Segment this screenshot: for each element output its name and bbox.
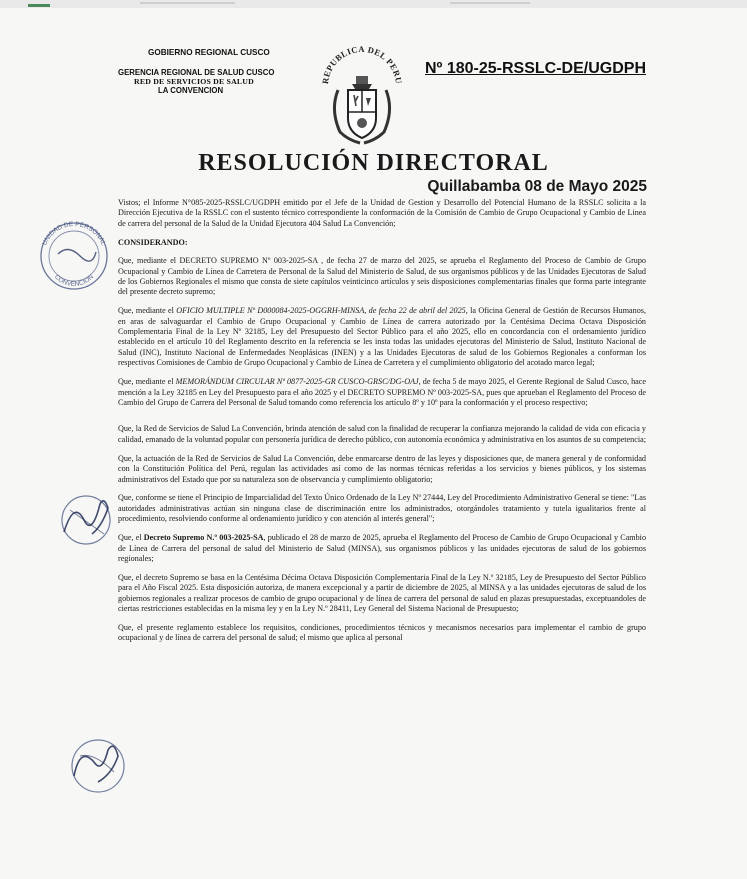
paragraph-7 xyxy=(118,533,646,564)
paragraph-9: Que, el presente reglamento establece los requisitos, condiciones, procedimientos técnicos y mecanismos necesarios para implementar el cambio de grupo ocupacional y de línea de carrera del personal de salud; el mismo que aplica al personal xyxy=(118,623,646,643)
p7-lead: Que, el xyxy=(118,533,144,543)
header-gerencia: GERENCIA REGIONAL DE SALUD CUSCO xyxy=(118,68,275,77)
p2-lead: Que, mediante el xyxy=(118,306,177,316)
p2-reference: OFICIO MULTIPLE Nº D000084-2025-OGGRH-MINSA, de fecha 22 de abril del 2025, xyxy=(176,306,468,316)
document-title: RESOLUCIÓN DIRECTORAL xyxy=(198,150,549,176)
seal-text: REPUBLICA DEL PERU xyxy=(319,43,405,85)
p2-rest: la Oficina General de Gestión de Recursos Humanos, en aras de salvaguardar el Cambio de Grupo Ocupacional y Cambio de Línea de carrera autorizado por la Centésima Decima Octava Disposición Complementaria Final de la Ley Nº 32185, Ley del Presupuesto del Sector Público para el año 2025, ello en concordancia con el ordenamiento jurídico establecido en el artículo 10 del Reglamento descrito en la referencia se les insta todas las unidades ejecutoras del Ministerio de Salud, Instituto Nacional de Salud (INC), Instituto Nacional de Enfermedades Neoplásicas (INEN) y a las Unidades Ejecutoras de salud de los Gobiernos Regionales a conforman los respectivos Comisiones de Cambio de Grupo Ocupacional y Cambio de Línea de Carretera y el cumplimiento obligatorio del acotado marco legal; xyxy=(118,306,646,368)
signature-stamp-2 xyxy=(60,732,132,800)
p3-reference: MEMORÁNDUM CIRCULAR Nº 0877-2025-GR CUSCO-GRSC/DG-OAJ, xyxy=(175,377,421,387)
signature-stamp xyxy=(52,490,124,550)
coat-of-arms-seal xyxy=(318,40,406,150)
considerando-heading: CONSIDERANDO: xyxy=(118,237,188,247)
paragraph-1: Que, mediante el DECRETO SUPREMO Nº 003-2025-SA , de fecha 27 de marzo del 2025, se aprueba el Reglamento del Proceso de Cambio de Grupo Ocupacional y Cambio de Línea de Carretera de Personal de la Salud del Ministerio de Salud, de sus organismos públicos y de las Unidades Ejecutoras de Salud de los Gobiernos Regionales el mismo que consta de siete capítulos veinticinco artículos y seis disposiciones complementarias finales que forma parte integrante del presente decreto supremo; xyxy=(118,256,646,297)
header-convencion: LA CONVENCION xyxy=(158,86,224,95)
round-stamp xyxy=(28,214,120,294)
p3-lead: Que, mediante el xyxy=(118,377,176,387)
paragraph-2 xyxy=(118,306,646,368)
top-edge xyxy=(0,0,747,8)
p7-reference: Decreto Supremo N.º 003-2025-SA xyxy=(143,533,264,543)
p7-rest: , publicado el 28 de marzo de 2025, aprueba el Reglamento del Proceso de Cambio de Grupo Ocupacional y Cambio de Línea de Carrera del personal de salud del Ministerio de Salud (MINSA), sus organismos públicos y las unidades ejecutoras de salud de los gobiernos regionales; xyxy=(118,533,647,563)
resolution-number: Nº 180-25-RSSLC-DE/UGDPH xyxy=(425,60,646,77)
paragraph-3 xyxy=(118,377,646,408)
place-date: Quillabamba 08 de Mayo 2025 xyxy=(427,178,647,195)
paragraph-5: Que, la actuación de la Red de Servicios de Salud La Convención, debe enmarcarse dentro de las leyes y disposiciones que, de manera general y de conformidad con la Constitución Política del Perú, regulan las actividades así como de las normas técnicas referidas a los servicios y bienes públicos, y los sistemas administrativos del Estado que por su naturaleza son de observancia y cumplimiento obligatorio; xyxy=(118,453,646,484)
p3-rest: de fecha 5 de mayo 2025, el Gerente Regional de Salud Cusco, hace mención a la Ley 32185 en Ley del Presupuesto para el año 2025 y el DECRETO SUPREMO Nº 003-2025-SA, pues que aprueban el Reglamento del Proceso de Cambio del Grupo de Carrera del Personal de Salud tomando como referencia los artículo 8º y 10º para la conformación y el proceso respectivo; xyxy=(118,377,646,407)
svg-text:UNIDAD DE PERSONAL xyxy=(41,221,107,247)
document-body xyxy=(118,198,646,652)
paragraph-4: Que, la Red de Servicios de Salud La Convención, brinda atención de salud con la finalidad de recuperar la confianza mejorando la calidad de vida con eficacia y calidad, emanado de la voluntad popular con personería jurídica de derecho público, con autonomía económica y administrativa en los asuntos de su competencia; xyxy=(118,424,646,444)
header-gobierno: GOBIERNO REGIONAL CUSCO xyxy=(148,48,270,57)
stamp-bottom-text: CONVENCION xyxy=(52,273,96,289)
paragraph-6: Que, conforme se tiene el Principio de Imparcialidad del Texto Único Ordenado de la Ley Nº 27444, Ley del Procedimiento Administrativo General se tiene: "Las autoridades administrativas actúan sin ninguna clase de discriminación entre los administrados, otorgándoles tratamiento y tutela igualitarios frente al procedimiento, resolviendo conforme al ordenamiento jurídico y con atención al interés general"; xyxy=(118,493,646,524)
header-red: RED DE SERVICIOS DE SALUD xyxy=(134,77,254,86)
stamp-top-text: UNIDAD DE PERSONAL xyxy=(41,220,107,247)
paragraph-8: Que, el decreto Supremo se basa en la Centésima Décima Octava Disposición Complementaria Final de la Ley N.º 32185, Ley de Presupuesto del Sector Público para el Año Fiscal 2025. Esta disposición autoriza, de manera excepcional y a partir de diciembre de 2025, al MINSA y a las unidades ejecutoras de salud de los gobiernos regionales a realizar procesos de cambio de grupo ocupacional y de línea de carrera del personal de salud en plazas presupuestadas, exceptuandoles de ciertas restricciones establecidas en la misma ley y en la Ley N.º 28411, Ley General del Sistema Nacional de Presupuesto; xyxy=(118,572,646,614)
vistos-paragraph: Vistos; el Informe N°085-2025-RSSLC/UGDPH emitido por el Jefe de la Unidad de Gestion y Desarrollo del Potencial Humano de la RSSLC solicita a la Dirección Ejecutiva de la RSSLC con el sustento técnico correspondiente la conformación de la Comisión de Cambio de Grupo Ocupacional y Cambio de Linea de carrera del personal de la Salud de la Unidad Ejecutora 404 Salud La Convención; xyxy=(118,198,646,228)
